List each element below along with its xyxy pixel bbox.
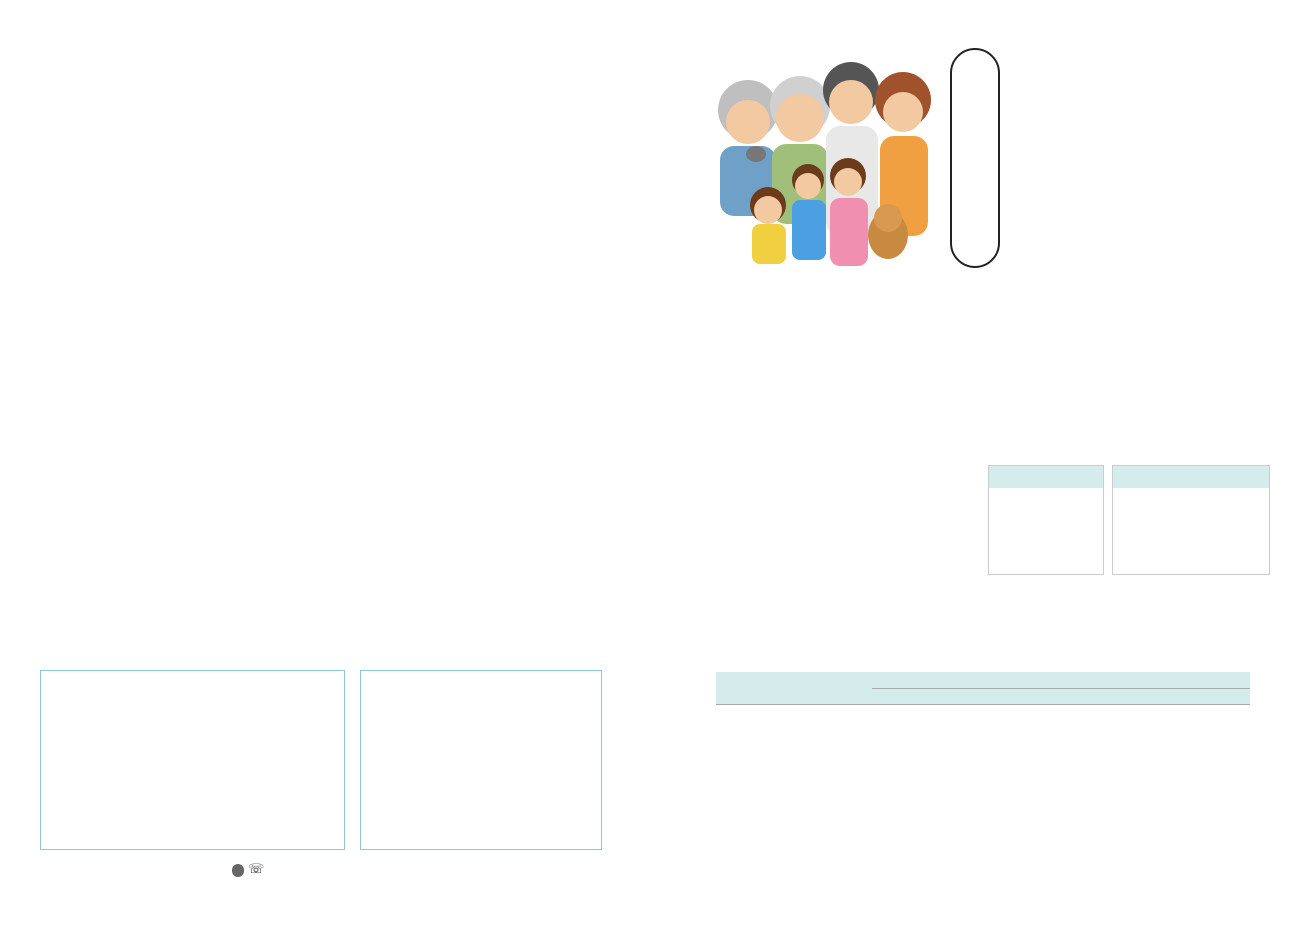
speech-bubble <box>950 48 1000 268</box>
col-header <box>1124 688 1187 704</box>
col-header <box>935 688 998 704</box>
phone-icon: ☏ <box>248 862 265 877</box>
totals-line <box>55 86 65 105</box>
col-header <box>1187 688 1250 704</box>
population-box <box>988 465 1104 575</box>
col-expenditure <box>1061 672 1250 688</box>
col-header <box>872 688 935 704</box>
tax-collection-box <box>1112 465 1270 575</box>
family-illustration <box>708 50 944 280</box>
special-account-debt-chart <box>360 670 602 850</box>
col-header <box>1061 688 1124 704</box>
col-revenue <box>872 672 1061 688</box>
col-header <box>998 688 1061 704</box>
col-name <box>716 672 872 704</box>
contact-info <box>232 862 264 877</box>
exec-table <box>716 672 1250 705</box>
general-account-debt-chart <box>40 670 345 850</box>
